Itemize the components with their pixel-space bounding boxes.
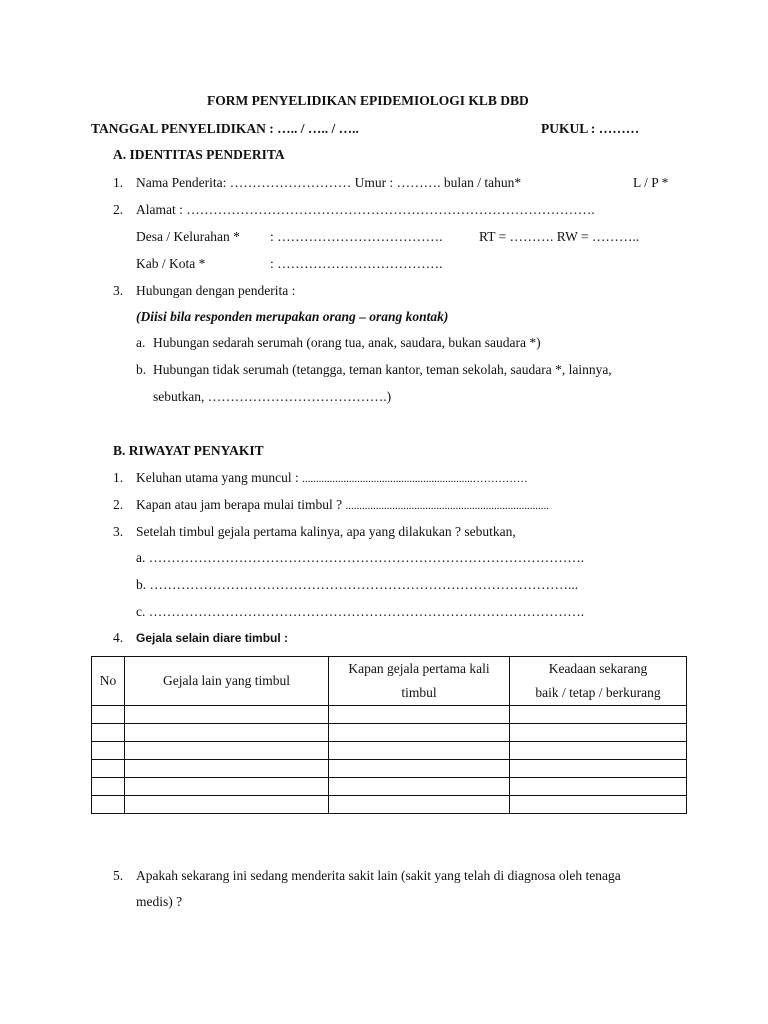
table-row [92, 724, 687, 742]
keluhan-utama-field [136, 470, 528, 486]
mulai-timbul-field [136, 497, 549, 513]
column-header-keadaan-line1: Keadaan sekarang [548, 661, 648, 676]
column-header-keadaan [510, 657, 687, 706]
table-cell[interactable] [92, 724, 125, 742]
gejala-lain-label: Gejala selain diare timbul : [136, 631, 289, 645]
tanggal-penyelidikan-field: TANGGAL PENYELIDIKAN : ….. / ….. / ….. [91, 121, 359, 136]
sakit-lain-question: Apakah sekarang ini sedang menderita sakit lain (sakit yang telah di diagnosa oleh tenaga [136, 868, 621, 883]
item-number: 1. [113, 470, 124, 485]
table-row [92, 706, 687, 724]
section-b-heading: B. RIWAYAT PENYAKIT [113, 443, 264, 458]
table-cell[interactable] [92, 760, 125, 778]
table-header-row [92, 657, 687, 706]
item-number: 2. [113, 497, 124, 512]
kab-kota-field: : ………………………………. [270, 256, 443, 271]
table-cell[interactable] [125, 724, 329, 742]
table-cell[interactable] [125, 778, 329, 796]
table-cell[interactable] [510, 724, 687, 742]
table-row [92, 778, 687, 796]
item-number: 1. [113, 175, 124, 190]
item-number: 2. [113, 202, 124, 217]
table-row [92, 742, 687, 760]
table-row [92, 796, 687, 814]
item-number: 4. [113, 630, 124, 645]
table-cell[interactable] [92, 778, 125, 796]
item-number: 3. [113, 283, 124, 298]
tindakan-field-b: b. …………………………………………………………………………………... [136, 577, 579, 592]
table-cell[interactable] [125, 796, 329, 814]
table-cell[interactable] [92, 796, 125, 814]
tindakan-field-a: a. ……………………………………………………………………………………. [136, 550, 585, 565]
hubungan-label: Hubungan dengan penderita : [136, 283, 296, 298]
table-cell[interactable] [125, 706, 329, 724]
hubungan-tidak-serumah-option: Hubungan tidak serumah (tetangga, teman kantor, teman sekolah, saudara *, lainnya, [153, 362, 612, 377]
sakit-lain-question-cont: medis) ? [136, 894, 183, 909]
table-cell[interactable] [510, 778, 687, 796]
keluhan-utama-dots: ..............................................................…………… [302, 473, 528, 485]
column-header-kapan [329, 657, 510, 706]
table-cell[interactable] [329, 742, 510, 760]
pukul-field: PUKUL : ……… [541, 121, 640, 136]
hubungan-note: (Diisi bila responden merupakan orang – orang kontak) [136, 309, 449, 324]
item-number: 3. [113, 524, 124, 539]
gejala-table [91, 656, 687, 814]
section-a-heading: A. IDENTITAS PENDERITA [113, 147, 285, 162]
mulai-timbul-label: Kapan atau jam berapa mulai timbul ? [136, 497, 346, 512]
table-cell[interactable] [125, 742, 329, 760]
table-cell[interactable] [329, 796, 510, 814]
rt-rw-field: RT = ………. RW = ……….. [479, 229, 640, 244]
desa-field: : ………………………………. [270, 229, 443, 244]
column-header-kapan-line2: timbul [401, 685, 437, 700]
table-cell[interactable] [510, 706, 687, 724]
mulai-timbul-dots: .......................................................................... [345, 500, 550, 512]
table-cell[interactable] [329, 706, 510, 724]
table-cell[interactable] [329, 760, 510, 778]
form-title: FORM PENYELIDIKAN EPIDEMIOLOGI KLB DBD [207, 93, 529, 108]
table-cell[interactable] [329, 778, 510, 796]
table-cell[interactable] [329, 724, 510, 742]
gender-field: L / P * [633, 175, 669, 190]
keluhan-utama-label: Keluhan utama yang muncul : [136, 470, 303, 485]
column-header-no: No [92, 657, 125, 706]
list-letter: a. [136, 335, 146, 350]
tindakan-label: Setelah timbul gejala pertama kalinya, apa yang dilakukan ? sebutkan, [136, 524, 516, 539]
hubungan-serumah-option: Hubungan sedarah serumah (orang tua, anak, saudara, bukan saudara *) [153, 335, 541, 350]
table-cell[interactable] [125, 760, 329, 778]
column-header-kapan-line1: Kapan gejala pertama kali [348, 661, 490, 676]
kab-kota-label: Kab / Kota * [136, 256, 206, 271]
nama-penderita-field: Nama Penderita: ……………………… Umur : ………. bulan / tahun* [136, 175, 522, 190]
table-cell[interactable] [510, 742, 687, 760]
table-cell[interactable] [92, 706, 125, 724]
item-number: 5. [113, 868, 124, 883]
column-header-keadaan-line2: baik / tetap / berkurang [535, 685, 661, 700]
desa-label: Desa / Kelurahan * [136, 229, 240, 244]
list-letter: b. [136, 362, 147, 377]
table-cell[interactable] [510, 760, 687, 778]
alamat-field: Alamat : ………………………………………………………………………………. [136, 202, 595, 217]
table-cell[interactable] [510, 796, 687, 814]
column-header-gejala: Gejala lain yang timbul [125, 657, 329, 706]
tindakan-field-c: c. ……………………………………………………………………………………. [136, 604, 585, 619]
hubungan-sebutkan-field: sebutkan, ………………………………….) [153, 389, 392, 404]
table-cell[interactable] [92, 742, 125, 760]
table-row [92, 760, 687, 778]
